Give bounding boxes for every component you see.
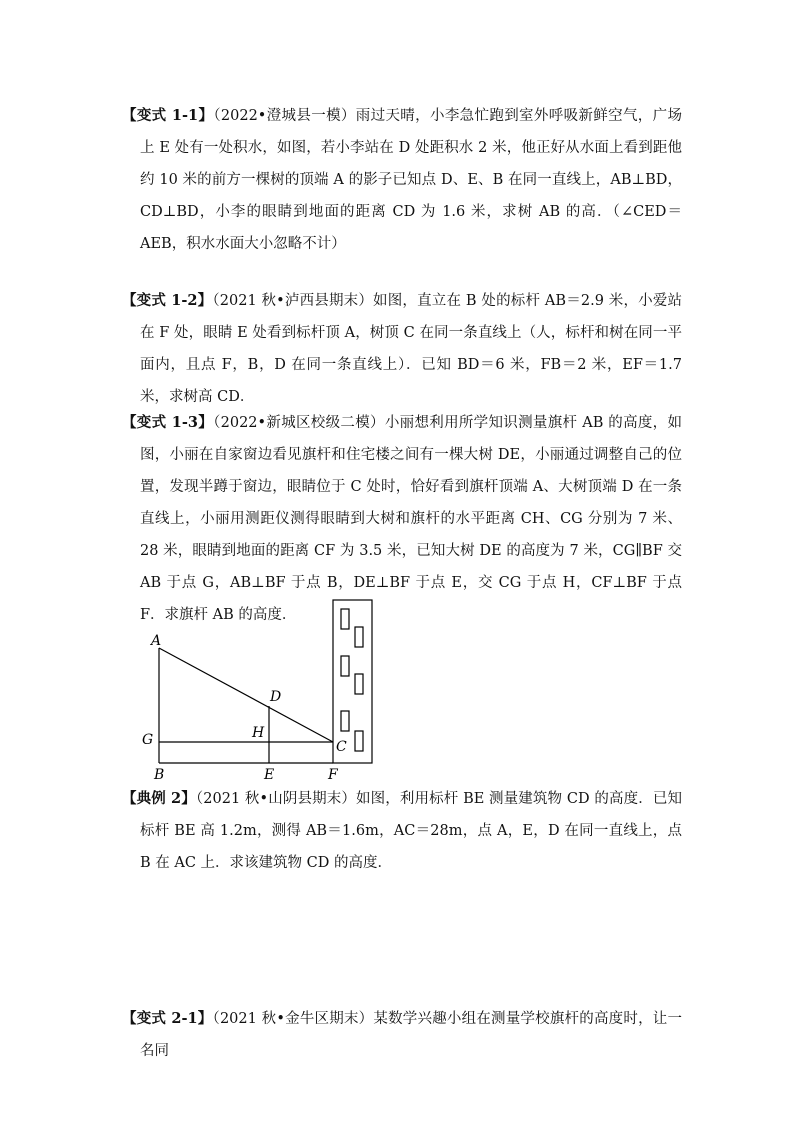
window [341, 656, 349, 676]
window [341, 711, 349, 731]
problem-source: （2021 秋•金牛区期末） [212, 1011, 374, 1027]
geometry-figure [135, 595, 385, 785]
problem-tag: 【典例 2】 [122, 790, 196, 807]
problem-text: 如图，直立在 B 处的标杆 AB＝2.9 米，小爱站在 F 处，眼睛 E 处看到标杆顶 A，树顶 C 在同一条直线上（人，标杆和树在同一平面内，且点 F，B，D 在同一条直线上）．已知 BD＝6 米，FB＝2 米，EF＝1.7 米，求树高 CD． [140, 293, 683, 405]
label-h: H [252, 725, 265, 741]
window [341, 609, 349, 629]
problem-source: （2022•新城区校级二模） [213, 415, 385, 431]
label-g: G [142, 732, 154, 748]
window [355, 674, 363, 694]
problem-text: 如图，利用标杆 BE 测量建筑物 CD 的高度．已知标杆 BE 高 1.2m，测得 AB＝1.6m，AC＝28m，点 A，E，D 在同一直线上，点 B 在 AC 上．求该建筑物 CD 的高度． [140, 791, 682, 871]
problem-tag: 【变式 1-3】 [122, 414, 214, 431]
window [355, 627, 363, 647]
label-f: F [328, 767, 338, 783]
problem-text: 某数学兴趣小组在测量学校旗杆的高度时，让一名同 [140, 1011, 683, 1059]
label-e: E [264, 767, 275, 783]
window [355, 731, 363, 751]
problem-example-2 [122, 783, 682, 879]
problem-tag: 【变式 1-2】 [122, 292, 213, 309]
label-a: A [151, 633, 162, 649]
label-b: B [154, 767, 165, 783]
problem-variant-1-2 [122, 285, 682, 413]
label-d: D [270, 689, 282, 705]
problem-source: （2021 秋•山阴县期末） [195, 791, 356, 807]
problem-tag: 【变式 2-1】 [122, 1010, 213, 1027]
problem-source: （2022•澄城县一模） [213, 108, 356, 124]
label-c: C [336, 739, 347, 755]
problem-variant-1-1 [122, 100, 682, 260]
problem-text: 雨过天晴，小李急忙跑到室外呼吸新鲜空气，广场上 E 处有一处积水，如图，若小李站在 D 处距积水 2 米，他正好从水面上看到距他约 10 米的前方一棵树的顶端 A 的影子已知点 D、E、B 在同一直线上，AB⊥BD，CD⊥BD，小李的眼睛到地面的距离 CD 为 1.6 米，求树 AB 的高．（∠CED＝AEB，积水水面大小忽略不计） [140, 108, 682, 252]
problem-variant-2-1 [122, 1003, 682, 1067]
problem-source: （2021 秋•泸西县期末） [212, 293, 374, 309]
problem-tag: 【变式 1-1】 [122, 107, 214, 124]
segment-ac [159, 648, 333, 742]
problem-text: 小丽想利用所学知识测量旗杆 AB 的高度，如图，小丽在自家窗边看见旗杆和住宅楼之间有一棵大树 DE，小丽通过调整自己的位置，发现半蹲于窗边，眼睛位于 C 处时，恰好看到旗杆顶端 A、大树顶端 D 在一条直线上，小丽用测距仪测得眼睛到大树和旗杆的水平距离 CH、CG 分别为 7 米、28 米，眼睛到地面的距离 CF 为 3.5 米，已知大树 DE 的高度为 7 米，CG∥BF 交 AB 于点 G，AB⊥BF 于点 B，DE⊥BF 于点 E，交 CG 于点 H，CF⊥BF 于点 F．求旗杆 AB 的高度． [140, 415, 682, 623]
